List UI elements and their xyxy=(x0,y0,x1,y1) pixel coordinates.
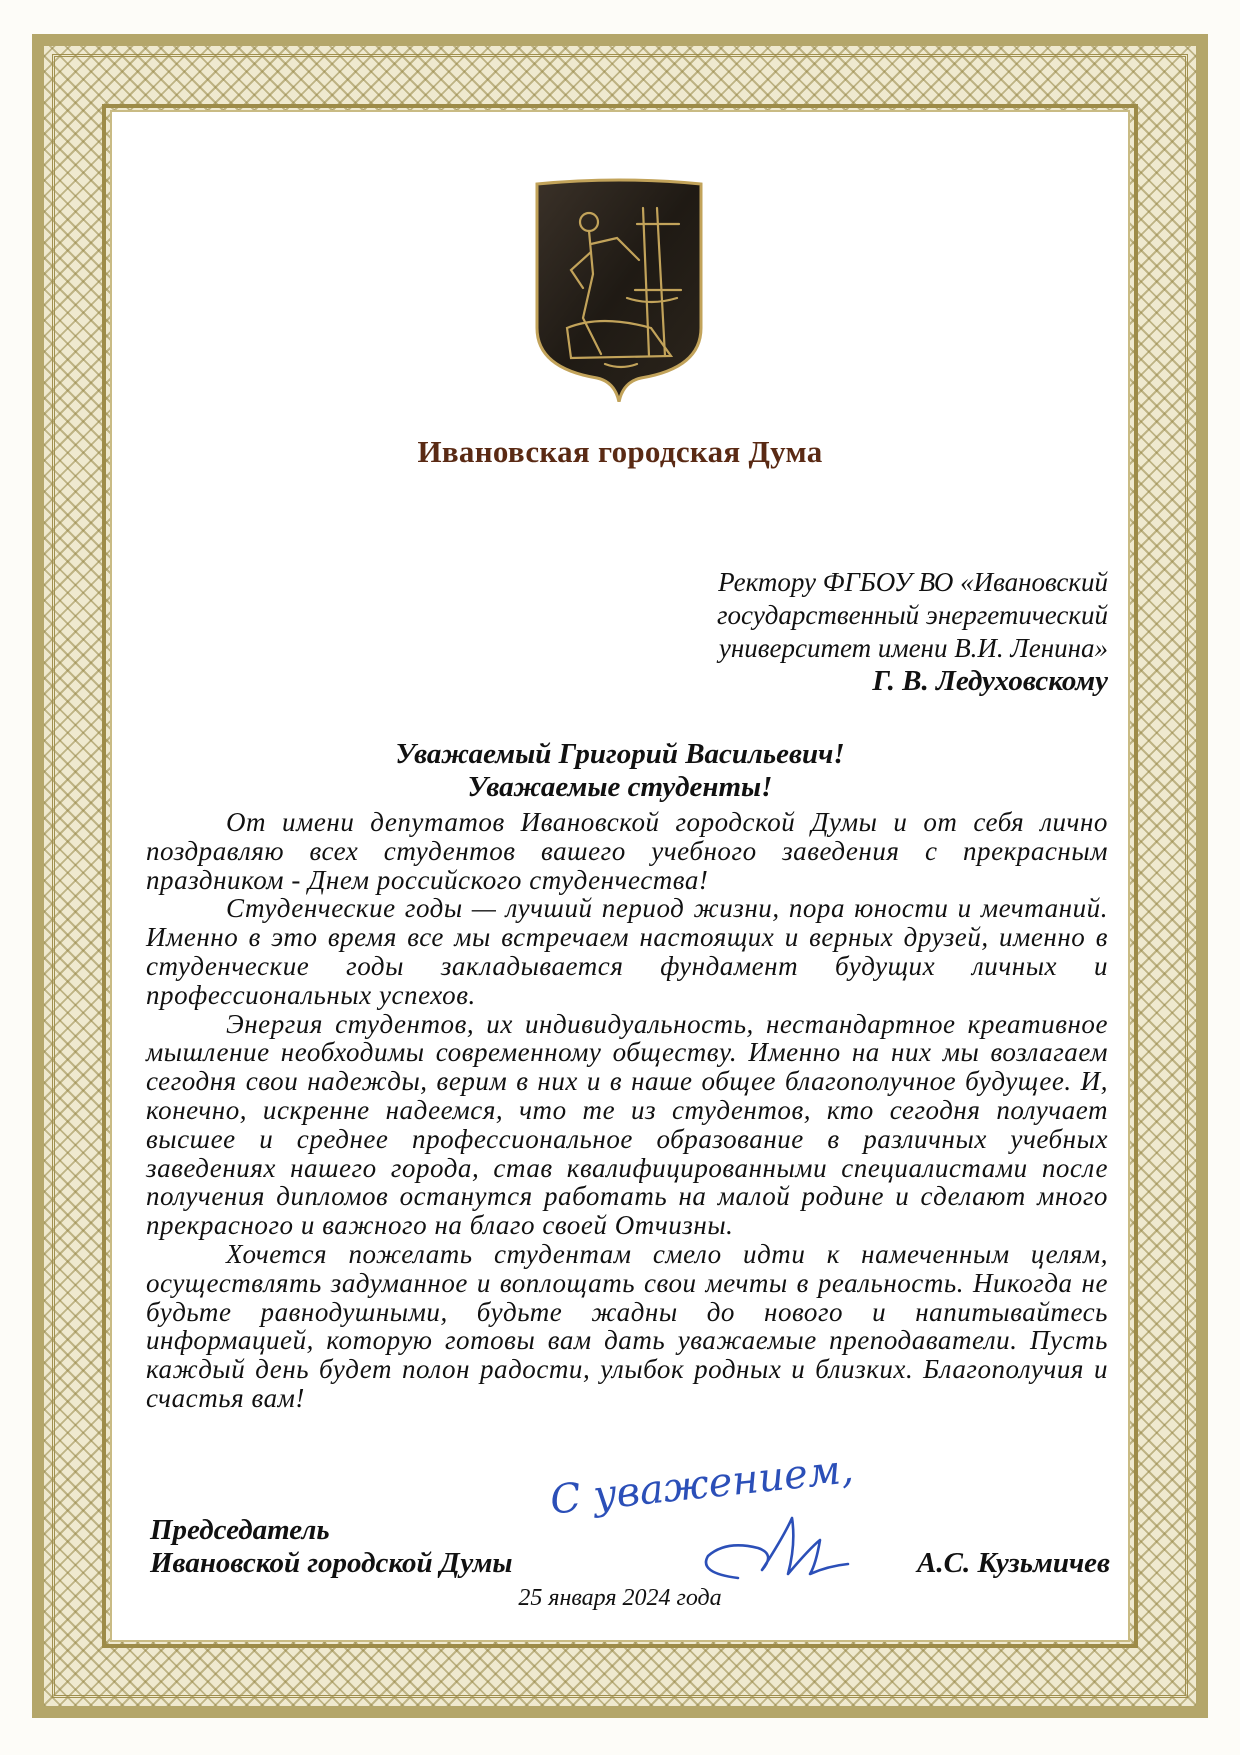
salutation-line-2: Уважаемые студенты! xyxy=(467,771,773,803)
body-paragraph: Хочется пожелать студентам смело идти к намеченным целям, осуществлять задуманное и воплощать свои мечты в реальность. Никогда не будьте равнодушными, будьте жадны до нового и напитывайтесь информацией, которую готовы вам дать уважаемые преподаватели. Пусть каждый день будет полон радости, улыбок родных и близких. Благополучия и счастья вам! xyxy=(146,1238,1108,1413)
addressee-block xyxy=(560,566,1108,698)
body-paragraph: Студенческие годы — лучший период жизни, пора юности и мечтаний. Именно в это время все мы встречаем настоящих и верных друзей, именно в студенческие годы закладывается фундамент будущих личных и профессиональных успехов. xyxy=(146,893,1108,1010)
addressee-line-2: государственный энергетический xyxy=(717,600,1108,630)
addressee-line-1: Ректору ФГБОУ ВО «Ивановский xyxy=(718,567,1108,597)
letter-body-text xyxy=(146,808,1108,1413)
body-paragraph: От имени депутатов Ивановской городской Думы и от себя лично поздравляю всех студентов вашего учебного заведения с прекрасным праздником - Днем российского студенчества! xyxy=(146,807,1108,895)
organization-title: Ивановская городская Дума xyxy=(417,434,823,469)
coat-of-arms-icon xyxy=(531,178,707,402)
handwritten-note: С уважением, xyxy=(548,1446,856,1524)
signer-name: А.С. Кузьмичев xyxy=(917,1547,1110,1579)
addressee-line-3: университет имени В.И. Ленина» xyxy=(718,633,1108,663)
addressee-name: Г. В. Ледуховскому xyxy=(872,665,1108,697)
signer-title xyxy=(150,1514,630,1580)
salutation-line-1: Уважаемый Григорий Васильевич! xyxy=(395,738,845,770)
body-paragraph: Энергия студентов, их индивидуальность, нестандартное креативное мышление необходимы современному обществу. Именно на них мы возлагаем сегодня свои надежды, верим в них и в наше общее благополучное будущее. И, конечно, искренне надеемся, что те из студентов, кто сегодня получает высшее и среднее профессиональное образование в различных учебных заведениях нашего города, став квалифицированными специалистами после получения дипломов останутся работать на малой родине и сделают много прекрасного и важного на благо своей Отчизны. xyxy=(146,1008,1108,1241)
salutation xyxy=(146,738,1094,804)
signer-title-line-2: Ивановской городской Думы xyxy=(150,1547,513,1579)
signer-title-line-1: Председатель xyxy=(150,1514,330,1546)
letter-date: 25 января 2024 года xyxy=(518,1585,722,1611)
